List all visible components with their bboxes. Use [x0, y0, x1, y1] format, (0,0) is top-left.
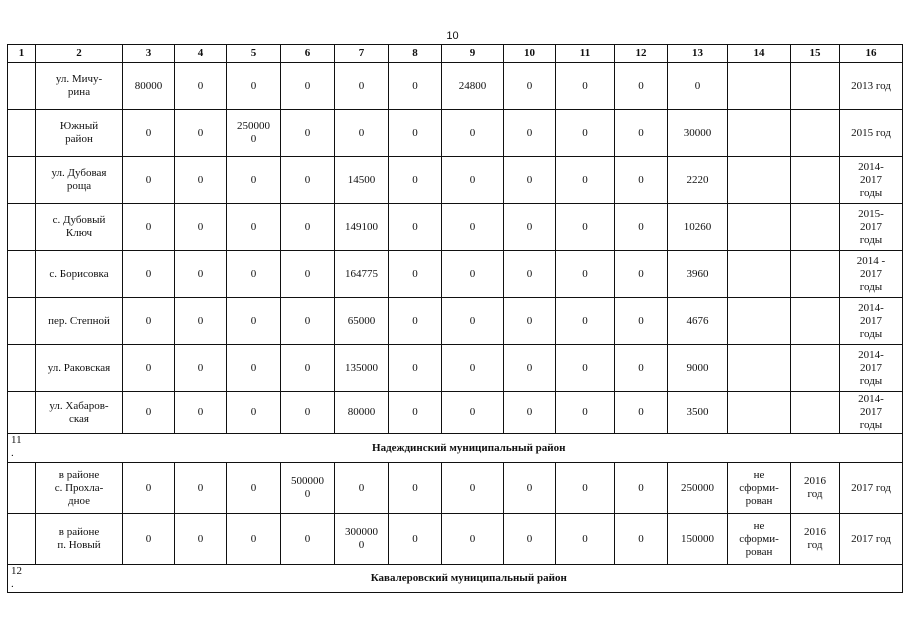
table-cell-c7: 0 [335, 110, 389, 157]
table-cell-c5: 0 [227, 251, 281, 298]
table-cell-c13: 4676 [668, 298, 728, 345]
table-cell-c9: 24800 [442, 63, 504, 110]
row-number-cell [8, 204, 36, 251]
table-cell-c13: 9000 [668, 345, 728, 392]
table-cell-c2: ул. Раковская [36, 345, 123, 392]
table-cell-c14: не сформи- рован [728, 514, 791, 565]
table-cell-c5: 0 [227, 463, 281, 514]
table-cell-c15: 2016 год [791, 514, 840, 565]
column-header-8: 8 [389, 45, 442, 63]
table-cell-c15 [791, 110, 840, 157]
table-cell-c4: 0 [175, 63, 227, 110]
table-cell-c10: 0 [504, 463, 556, 514]
table-cell-c9: 0 [442, 345, 504, 392]
table-cell-c5: 0 [227, 298, 281, 345]
table-cell-c12: 0 [615, 514, 668, 565]
section-title: Надеждинский муниципальный район [36, 434, 903, 463]
row-number-cell [8, 157, 36, 204]
table-cell-c6: 0 [281, 392, 335, 434]
table-row [8, 298, 903, 345]
table-cell-c13: 10260 [668, 204, 728, 251]
column-header-5: 5 [227, 45, 281, 63]
table-cell-c4: 0 [175, 157, 227, 204]
column-header-1: 1 [8, 45, 36, 63]
table-cell-c8: 0 [389, 463, 442, 514]
table-cell-c9: 0 [442, 204, 504, 251]
table-cell-c7: 149100 [335, 204, 389, 251]
table-cell-c7: 65000 [335, 298, 389, 345]
table-cell-c2: ул. Хабаров- ская [36, 392, 123, 434]
table-cell-c5: 250000 0 [227, 110, 281, 157]
table-cell-c11: 0 [556, 110, 615, 157]
row-number-cell [8, 514, 36, 565]
table-cell-c11: 0 [556, 345, 615, 392]
table-cell-c5: 0 [227, 345, 281, 392]
table-cell-c12: 0 [615, 63, 668, 110]
table-cell-c4: 0 [175, 345, 227, 392]
table-cell-c15 [791, 157, 840, 204]
table-cell-c2: Южный район [36, 110, 123, 157]
table-cell-c6: 0 [281, 345, 335, 392]
table-cell-c15 [791, 204, 840, 251]
table-cell-c3: 0 [123, 204, 175, 251]
table-cell-c4: 0 [175, 392, 227, 434]
table-cell-c12: 0 [615, 463, 668, 514]
table-cell-c4: 0 [175, 110, 227, 157]
table-cell-c9: 0 [442, 392, 504, 434]
table-cell-c8: 0 [389, 514, 442, 565]
table-cell-c12: 0 [615, 251, 668, 298]
table-row [8, 514, 903, 565]
column-header-11: 11 [556, 45, 615, 63]
table-cell-c2: ул. Дубовая роща [36, 157, 123, 204]
row-number-cell [8, 251, 36, 298]
row-number-cell [8, 392, 36, 434]
table-cell-c7: 135000 [335, 345, 389, 392]
table-cell-c14 [728, 110, 791, 157]
table-cell-c3: 0 [123, 251, 175, 298]
table-cell-c16: 2015- 2017 годы [840, 204, 903, 251]
table-cell-c10: 0 [504, 392, 556, 434]
table-cell-c2: в районе с. Прохла- дное [36, 463, 123, 514]
table-cell-c16: 2017 год [840, 463, 903, 514]
table-cell-c7: 300000 0 [335, 514, 389, 565]
table-cell-c10: 0 [504, 204, 556, 251]
table-cell-c12: 0 [615, 204, 668, 251]
section-number: 12 . [8, 565, 36, 593]
table-cell-c9: 0 [442, 251, 504, 298]
table-cell-c11: 0 [556, 63, 615, 110]
table-cell-c16: 2015 год [840, 110, 903, 157]
table-cell-c14 [728, 204, 791, 251]
table-cell-c2: ул. Мичу- рина [36, 63, 123, 110]
table-cell-c11: 0 [556, 251, 615, 298]
row-number-cell [8, 463, 36, 514]
table-cell-c14 [728, 251, 791, 298]
table-cell-c14 [728, 157, 791, 204]
table-cell-c5: 0 [227, 157, 281, 204]
table-cell-c15 [791, 392, 840, 434]
table-cell-c16: 2013 год [840, 63, 903, 110]
table-row [8, 110, 903, 157]
row-number-cell [8, 110, 36, 157]
table-cell-c5: 0 [227, 63, 281, 110]
table-cell-c4: 0 [175, 463, 227, 514]
table-cell-c6: 0 [281, 63, 335, 110]
section-number: 11 . [8, 434, 36, 463]
table-cell-c11: 0 [556, 298, 615, 345]
table-cell-c5: 0 [227, 514, 281, 565]
table-cell-c4: 0 [175, 251, 227, 298]
table-cell-c3: 0 [123, 514, 175, 565]
table-cell-c13: 3960 [668, 251, 728, 298]
table-cell-c16: 2014 - 2017 годы [840, 251, 903, 298]
table-cell-c14: не сформи- рован [728, 463, 791, 514]
row-number-cell [8, 63, 36, 110]
table-cell-c3: 0 [123, 110, 175, 157]
column-header-14: 14 [728, 45, 791, 63]
table-cell-c4: 0 [175, 204, 227, 251]
table-cell-c15 [791, 298, 840, 345]
table-cell-c11: 0 [556, 463, 615, 514]
table-cell-c9: 0 [442, 110, 504, 157]
table-cell-c3: 80000 [123, 63, 175, 110]
column-header-9: 9 [442, 45, 504, 63]
table-cell-c10: 0 [504, 110, 556, 157]
table-cell-c6: 0 [281, 204, 335, 251]
table-cell-c11: 0 [556, 514, 615, 565]
table-cell-c2: пер. Степной [36, 298, 123, 345]
table-cell-c16: 2014- 2017 годы [840, 298, 903, 345]
table-row [8, 204, 903, 251]
table-cell-c6: 0 [281, 157, 335, 204]
table-cell-c6: 500000 0 [281, 463, 335, 514]
table-row [8, 63, 903, 110]
table-cell-c16: 2017 год [840, 514, 903, 565]
table-cell-c14 [728, 392, 791, 434]
table-cell-c2: с. Борисовка [36, 251, 123, 298]
section-row [8, 434, 903, 463]
table-cell-c13: 150000 [668, 514, 728, 565]
table-cell-c16: 2014- 2017 годы [840, 157, 903, 204]
table-cell-c15: 2016 год [791, 463, 840, 514]
section-row [8, 565, 903, 593]
table-cell-c10: 0 [504, 251, 556, 298]
table-cell-c2: в районе п. Новый [36, 514, 123, 565]
table-row [8, 345, 903, 392]
column-header-6: 6 [281, 45, 335, 63]
table-cell-c9: 0 [442, 298, 504, 345]
table-cell-c3: 0 [123, 157, 175, 204]
column-header-16: 16 [840, 45, 903, 63]
table-cell-c12: 0 [615, 298, 668, 345]
table-cell-c10: 0 [504, 298, 556, 345]
table-cell-c3: 0 [123, 298, 175, 345]
column-header-15: 15 [791, 45, 840, 63]
table-cell-c2: с. Дубовый Ключ [36, 204, 123, 251]
table-cell-c13: 3500 [668, 392, 728, 434]
table-cell-c6: 0 [281, 110, 335, 157]
table-cell-c16: 2014- 2017 годы [840, 345, 903, 392]
table-row [8, 157, 903, 204]
table-cell-c8: 0 [389, 298, 442, 345]
table-cell-c13: 2220 [668, 157, 728, 204]
table-cell-c8: 0 [389, 392, 442, 434]
table-cell-c12: 0 [615, 110, 668, 157]
table-cell-c5: 0 [227, 204, 281, 251]
table-cell-c11: 0 [556, 392, 615, 434]
table-cell-c6: 0 [281, 514, 335, 565]
table-cell-c8: 0 [389, 63, 442, 110]
table-cell-c8: 0 [389, 204, 442, 251]
table-cell-c15 [791, 345, 840, 392]
table-cell-c16: 2014- 2017 годы [840, 392, 903, 434]
table-cell-c7: 80000 [335, 392, 389, 434]
table-cell-c7: 164775 [335, 251, 389, 298]
column-header-7: 7 [335, 45, 389, 63]
table-cell-c7: 0 [335, 63, 389, 110]
table-cell-c10: 0 [504, 157, 556, 204]
column-header-10: 10 [504, 45, 556, 63]
table-row [8, 251, 903, 298]
table-cell-c7: 14500 [335, 157, 389, 204]
table-cell-c6: 0 [281, 251, 335, 298]
page-number: 10 [446, 30, 459, 42]
section-title: Кавалеровский муниципальный район [36, 565, 903, 593]
table-cell-c13: 0 [668, 63, 728, 110]
column-header-13: 13 [668, 45, 728, 63]
table-cell-c13: 250000 [668, 463, 728, 514]
table-cell-c10: 0 [504, 345, 556, 392]
table-cell-c8: 0 [389, 345, 442, 392]
table-cell-c9: 0 [442, 514, 504, 565]
table-cell-c5: 0 [227, 392, 281, 434]
column-header-3: 3 [123, 45, 175, 63]
table-cell-c7: 0 [335, 463, 389, 514]
data-table [7, 44, 903, 593]
row-number-cell [8, 298, 36, 345]
table-cell-c14 [728, 345, 791, 392]
table-cell-c3: 0 [123, 463, 175, 514]
table-cell-c10: 0 [504, 514, 556, 565]
table-cell-c3: 0 [123, 392, 175, 434]
table-cell-c14 [728, 63, 791, 110]
header-row [8, 45, 903, 63]
table-cell-c8: 0 [389, 251, 442, 298]
table-cell-c11: 0 [556, 204, 615, 251]
table-cell-c15 [791, 251, 840, 298]
table-cell-c6: 0 [281, 298, 335, 345]
table-cell-c15 [791, 63, 840, 110]
table-cell-c12: 0 [615, 392, 668, 434]
table-cell-c8: 0 [389, 110, 442, 157]
table-cell-c3: 0 [123, 345, 175, 392]
table-row [8, 392, 903, 434]
table-row [8, 463, 903, 514]
table-cell-c11: 0 [556, 157, 615, 204]
table-cell-c14 [728, 298, 791, 345]
table-cell-c10: 0 [504, 63, 556, 110]
table-cell-c4: 0 [175, 298, 227, 345]
table-cell-c12: 0 [615, 345, 668, 392]
table-cell-c8: 0 [389, 157, 442, 204]
column-header-12: 12 [615, 45, 668, 63]
table-cell-c9: 0 [442, 463, 504, 514]
column-header-2: 2 [36, 45, 123, 63]
column-header-4: 4 [175, 45, 227, 63]
table-cell-c9: 0 [442, 157, 504, 204]
table-cell-c13: 30000 [668, 110, 728, 157]
row-number-cell [8, 345, 36, 392]
table-cell-c12: 0 [615, 157, 668, 204]
table-cell-c4: 0 [175, 514, 227, 565]
